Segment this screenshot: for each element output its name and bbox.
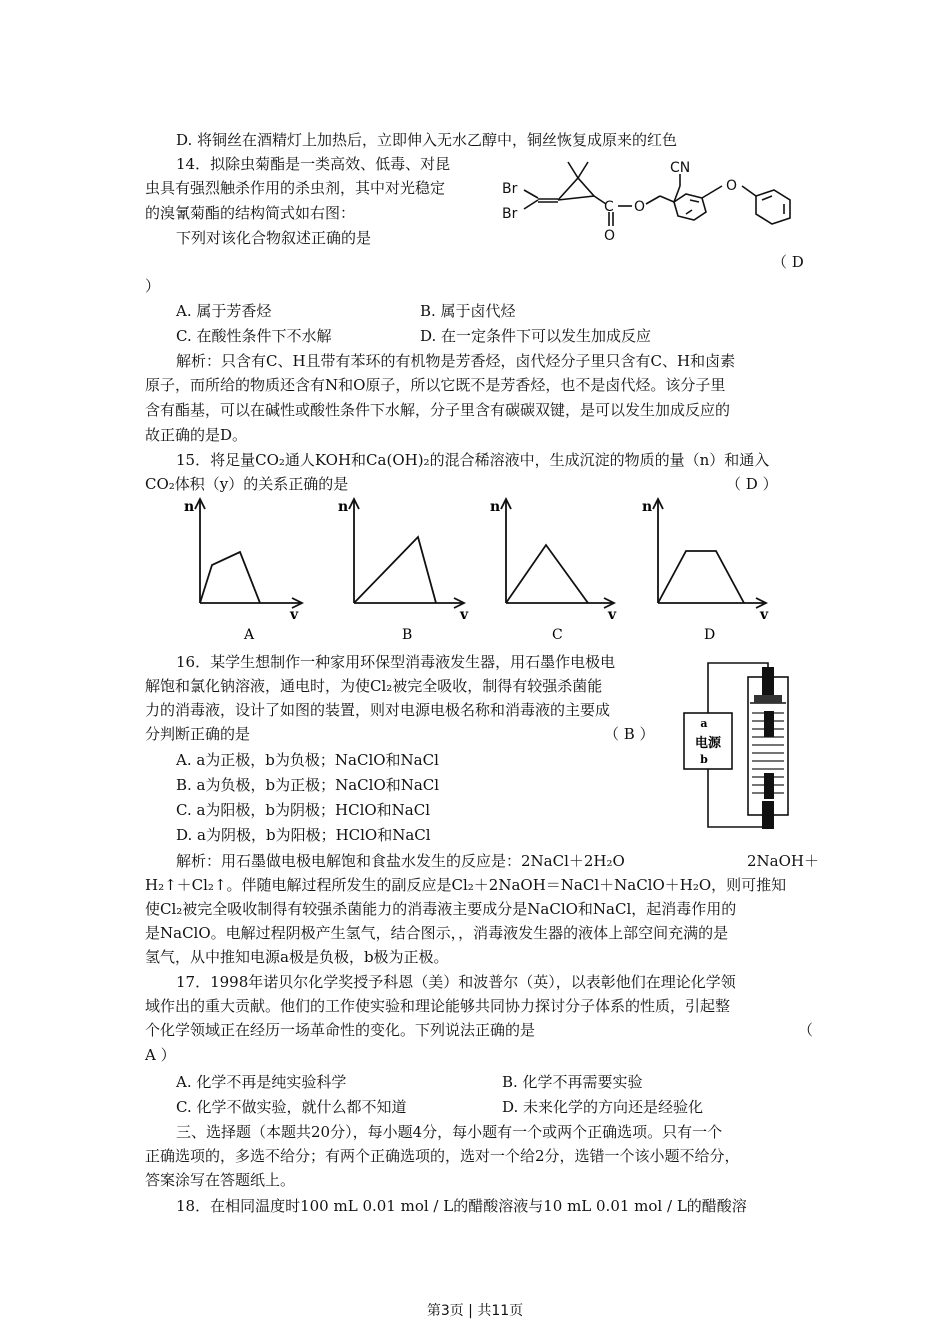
- terminal-b: b: [700, 753, 708, 766]
- section3-instructions: 正确选项的，多选不给分；有两个正确选项的，选对一个给2分，选错一个该小题不给分，: [145, 1147, 740, 1165]
- upper-electrode: [762, 667, 774, 695]
- q17-option-a: A. 化学不再是纯实验科学: [176, 1073, 347, 1091]
- q13-option-d: D. 将铜丝在酒精灯上加热后，立即伸入无水乙醇中，铜丝恢复成原来的红色: [176, 131, 678, 149]
- struct-cn: CN: [670, 160, 691, 176]
- struct-o-ester: O: [634, 199, 646, 215]
- graph-b-label: B: [402, 627, 413, 643]
- graph-d-label: D: [704, 627, 716, 643]
- lower-electrode: [762, 801, 774, 829]
- graph-a-label: A: [244, 627, 255, 643]
- q14-option-a: A. 属于芳香烃: [176, 302, 272, 320]
- q14-stem: 虫具有强烈触杀作用的杀虫剂，其中对光稳定: [145, 179, 446, 197]
- electrolysis-apparatus-diagram: [680, 655, 810, 845]
- q14-answer-close: ）: [145, 277, 161, 295]
- q16-explanation: 使Cl₂被完全吸收制得有较强杀菌能力的消毒液主要成分是NaClO和NaCl，起消毒作用的: [145, 900, 737, 918]
- graph-c-xlabel: v: [608, 607, 617, 623]
- graph-c: [488, 495, 628, 645]
- struct-o-ether: O: [726, 178, 738, 194]
- q18-stem: 18．在相同温度时100 mL 0.01 mol / L的醋酸溶液与10 mL 0.01 mol / L的醋酸溶: [176, 1197, 747, 1215]
- section3-instructions: 答案涂写在答题纸上。: [145, 1171, 296, 1189]
- struct-br2: Br: [502, 206, 518, 222]
- q15-stem: CO₂体积（y）的关系正确的是: [145, 475, 349, 493]
- graph-a-ylabel: n: [184, 499, 195, 515]
- q16-explanation: 氢气，从中推知电源a极是负极，b极为正极。: [145, 948, 449, 966]
- q16-option-d: D. a为阴极，b为阳极；HClO和NaCl: [176, 826, 431, 844]
- q14-explanation: 故正确的是D。: [145, 426, 248, 444]
- q16-explanation: H₂↑＋Cl₂↑。伴随电解过程所发生的副反应是Cl₂＋2NaOH＝NaCl＋NaClO＋H₂O，则可推知: [145, 876, 787, 894]
- q17-option-b: B. 化学不再需要实验: [502, 1073, 643, 1091]
- molecule-structure-diagram: [500, 150, 810, 250]
- q16-answer: （ B ）: [604, 725, 655, 743]
- graph-a: [182, 495, 312, 645]
- q16-explanation: 2NaOH＋: [747, 852, 819, 870]
- q17-stem: 域作出的重大贡献。他们的工作使实验和理论能够共同协力探讨分子体系的性质，引起整: [145, 997, 731, 1015]
- power-source-label: 电源: [694, 736, 722, 751]
- graph-b-xlabel: v: [460, 607, 469, 623]
- graph-a-xlabel: v: [290, 607, 299, 623]
- graph-d-ylabel: n: [642, 499, 653, 515]
- q16-stem: 解饱和氯化钠溶液，通电时，为使Cl₂被完全吸收，制得有较强杀菌能: [145, 677, 603, 695]
- q16-stem: 16．某学生想制作一种家用环保型消毒液发生器，用石墨作电极电: [176, 653, 616, 671]
- q17-answer: （: [798, 1021, 814, 1039]
- q16-option-b: B. a为负极，b为正极；NaClO和NaCl: [176, 776, 440, 794]
- q16-option-a: A. a为正极，b为负极；NaClO和NaCl: [176, 751, 439, 769]
- q14-option-d: D. 在一定条件下可以发生加成反应: [420, 327, 652, 345]
- struct-o-carbonyl: O: [604, 228, 616, 244]
- q16-option-c: C. a为阳极，b为阴极；HClO和NaCl: [176, 801, 431, 819]
- section3-heading: 三、选择题（本题共20分），每小题4分，每小题有一个或两个正确选项。只有一个: [176, 1123, 723, 1141]
- q16-explanation: 解析：用石墨做电极电解饱和食盐水发生的反应是：2NaCl＋2H₂O: [176, 852, 625, 870]
- q16-explanation: 是NaClO。电解过程阴极产生氢气，结合图示，，消毒液发生器的液体上部空间充满的是: [145, 924, 729, 942]
- q14-option-c: C. 在酸性条件下不水解: [176, 327, 332, 345]
- struct-br1: Br: [502, 181, 518, 197]
- struct-c: C: [604, 199, 614, 215]
- q17-stem: 17．1998年诺贝尔化学奖授予科恩（美）和波普尔（英），以表彰他们在理论化学领: [176, 973, 736, 991]
- graph-c-label: C: [552, 627, 563, 643]
- q14-answer: （ D: [772, 253, 804, 271]
- q14-stem: 14．拟除虫菊酯是一类高效、低毒、对昆: [176, 155, 451, 173]
- terminal-a: a: [700, 717, 708, 730]
- graph-d: [640, 495, 780, 645]
- q14-explanation: 原子，而所给的物质还含有N和O原子，所以它既不是芳香烃，也不是卤代烃。该分子里: [145, 376, 726, 394]
- q14-explanation: 解析：只含有C、H且带有苯环的有机物是芳香烃，卤代烃分子里只含有C、H和卤素: [176, 352, 736, 370]
- q14-stem: 的溴氰菊酯的结构简式如右图：: [145, 204, 356, 222]
- q17-option-d: D. 未来化学的方向还是经验化: [502, 1098, 704, 1116]
- q14-option-b: B. 属于卤代烃: [420, 302, 516, 320]
- q17-option-c: C. 化学不做实验，就什么都不知道: [176, 1098, 407, 1116]
- q15-stem: 15．将足量CO₂通人KOH和Ca(OH)₂的混合稀溶液中，生成沉淀的物质的量（n）和通入: [176, 451, 770, 469]
- q17-stem: 个化学领域正在经历一场革命性的变化。下列说法正确的是: [145, 1021, 536, 1039]
- q16-stem: 力的消毒液，设计了如图的装置，则对电源电极名称和消毒液的主要成: [145, 701, 611, 719]
- q14-question: 下列对该化合物叙述正确的是: [176, 229, 372, 247]
- graph-b: [336, 495, 476, 645]
- page-footer: 第3页 | 共11页: [426, 1303, 524, 1319]
- q17-answer-close: A ）: [145, 1046, 176, 1064]
- q15-answer: （ D ）: [726, 475, 778, 493]
- graph-b-ylabel: n: [338, 499, 349, 515]
- q14-explanation: 含有酯基，可以在碱性或酸性条件下水解，分子里含有碳碳双键，是可以发生加成反应的: [145, 401, 731, 419]
- graph-c-ylabel: n: [490, 499, 501, 515]
- q16-stem: 分判断正确的是: [145, 725, 251, 743]
- graph-d-xlabel: v: [760, 607, 769, 623]
